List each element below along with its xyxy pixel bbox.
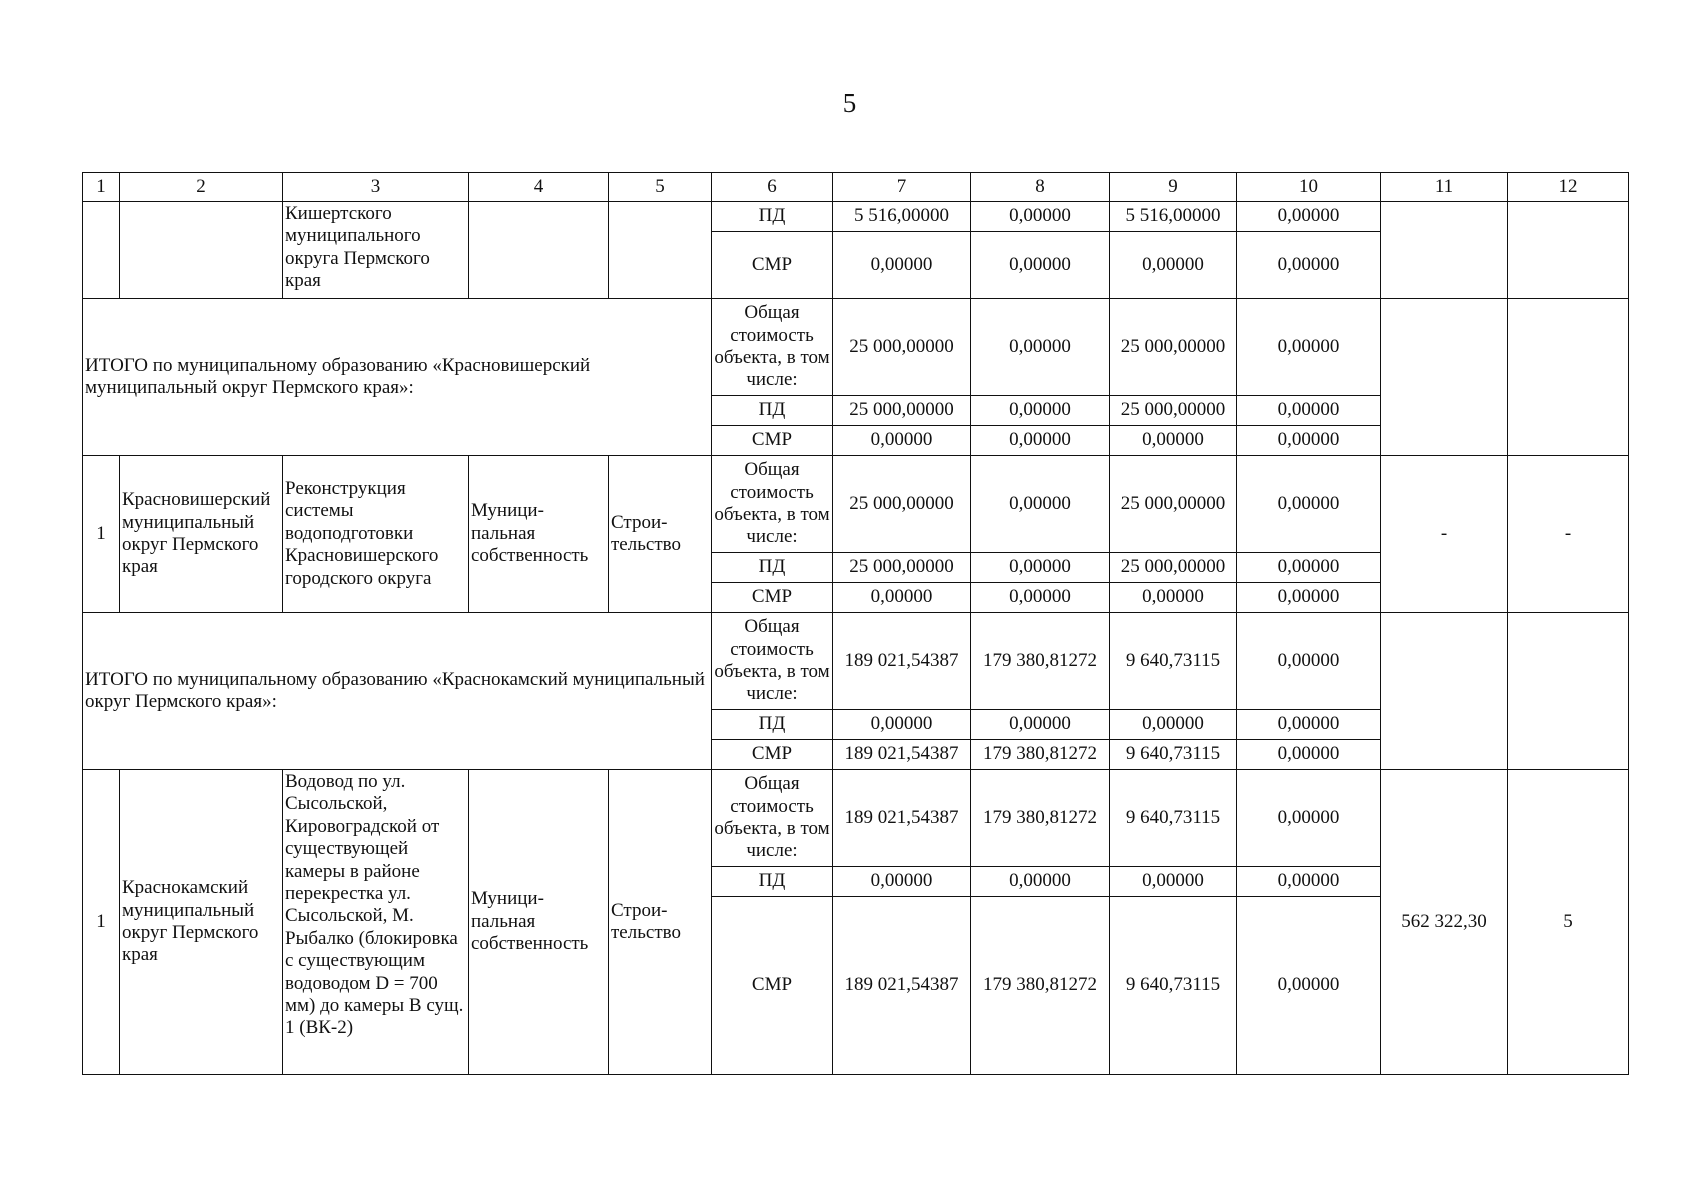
col11-cell: -: [1381, 456, 1508, 613]
table-row: [83, 770, 1629, 867]
value-cell: 0,00000: [1110, 426, 1237, 456]
work-type-cell: [609, 202, 712, 299]
value-cell: 25 000,00000: [833, 553, 971, 583]
value-cell: 0,00000: [833, 232, 971, 299]
header-cell: 7: [833, 173, 971, 202]
col11-cell: [1381, 299, 1508, 456]
value-cell: 9 640,73115: [1110, 740, 1237, 770]
value-cell: 0,00000: [1237, 897, 1381, 1075]
header-cell: 12: [1508, 173, 1629, 202]
header-cell: 1: [83, 173, 120, 202]
value-cell: 0,00000: [1237, 613, 1381, 710]
row-label-total: Общая стоимость объекта, в том числе:: [712, 299, 833, 396]
row-label-pd: ПД: [712, 867, 833, 897]
value-cell: 25 000,00000: [1110, 553, 1237, 583]
value-cell: 0,00000: [1237, 232, 1381, 299]
col12-cell: 5: [1508, 770, 1629, 1075]
row-label-total: Общая стоимость объекта, в том числе:: [712, 613, 833, 710]
value-cell: 189 021,54387: [833, 613, 971, 710]
value-cell: 5 516,00000: [833, 202, 971, 232]
row-label-smr: СМР: [712, 740, 833, 770]
header-cell: 4: [469, 173, 609, 202]
row-label-smr: СМР: [712, 583, 833, 613]
col11-cell: [1381, 202, 1508, 299]
value-cell: 189 021,54387: [833, 770, 971, 867]
value-cell: 0,00000: [1237, 770, 1381, 867]
header-cell: 9: [1110, 173, 1237, 202]
value-cell: 0,00000: [1237, 426, 1381, 456]
row-label-pd: ПД: [712, 396, 833, 426]
header-cell: 5: [609, 173, 712, 202]
value-cell: 0,00000: [1237, 202, 1381, 232]
header-cell: 3: [283, 173, 469, 202]
ownership-cell: [469, 202, 609, 299]
page-number: 5: [842, 88, 857, 118]
row-label-smr: СМР: [712, 232, 833, 299]
col11-cell: 562 322,30: [1381, 770, 1508, 1075]
value-cell: 25 000,00000: [1110, 299, 1237, 396]
value-cell: 0,00000: [971, 426, 1110, 456]
value-cell: 0,00000: [1237, 299, 1381, 396]
object-cell: Реконструкция системы водоподготовки Красновишерского городского округа: [283, 456, 469, 613]
value-cell: 9 640,73115: [1110, 770, 1237, 867]
value-cell: 0,00000: [971, 202, 1110, 232]
value-cell: 0,00000: [1110, 583, 1237, 613]
col12-cell: [1508, 299, 1629, 456]
header-row: [83, 173, 1629, 202]
num-cell: [83, 202, 120, 299]
value-cell: 0,00000: [1110, 867, 1237, 897]
value-cell: 0,00000: [971, 396, 1110, 426]
value-cell: 9 640,73115: [1110, 613, 1237, 710]
value-cell: 0,00000: [971, 553, 1110, 583]
value-cell: 25 000,00000: [833, 456, 971, 553]
value-cell: 5 516,00000: [1110, 202, 1237, 232]
row-label-total: Общая стоимость объекта, в том числе:: [712, 456, 833, 553]
value-cell: 0,00000: [833, 583, 971, 613]
value-cell: 0,00000: [971, 456, 1110, 553]
value-cell: 0,00000: [1110, 710, 1237, 740]
value-cell: 0,00000: [1110, 232, 1237, 299]
value-cell: 0,00000: [833, 867, 971, 897]
value-cell: 0,00000: [1237, 710, 1381, 740]
header-cell: 6: [712, 173, 833, 202]
row-label-smr: СМР: [712, 897, 833, 1075]
value-cell: 0,00000: [1237, 867, 1381, 897]
value-cell: 0,00000: [971, 232, 1110, 299]
value-cell: 25 000,00000: [1110, 396, 1237, 426]
work-type-cell: Строи-тельство: [609, 456, 712, 613]
value-cell: 189 021,54387: [833, 740, 971, 770]
col12-cell: [1508, 613, 1629, 770]
num-cell: 1: [83, 456, 120, 613]
value-cell: 0,00000: [971, 867, 1110, 897]
row-label-pd: ПД: [712, 202, 833, 232]
value-cell: 0,00000: [1237, 740, 1381, 770]
row-label-total: Общая стоимость объекта, в том числе:: [712, 770, 833, 867]
object-cell: Водовод по ул. Сысольской, Кировоградской от существующей камеры в районе перекрестка ул. Сысольской, М. Рыбалко (блокировка с существующим водоводом D = 700 мм) до камеры В сущ. 1 (ВК-2): [283, 770, 469, 1075]
ownership-cell: Муници-пальная собственность: [469, 456, 609, 613]
header-cell: 8: [971, 173, 1110, 202]
value-cell: 189 021,54387: [833, 897, 971, 1075]
work-type-cell: Строи-тельство: [609, 770, 712, 1075]
value-cell: 179 380,81272: [971, 770, 1110, 867]
header-cell: 2: [120, 173, 283, 202]
ownership-cell: Муници-пальная собственность: [469, 770, 609, 1075]
investment-table: [82, 172, 1629, 1075]
num-cell: 1: [83, 770, 120, 1075]
object-cell: Кишертского муниципального округа Пермского края: [283, 202, 469, 299]
value-cell: 179 380,81272: [971, 740, 1110, 770]
col11-cell: [1381, 613, 1508, 770]
value-cell: 25 000,00000: [833, 396, 971, 426]
itogo-label: ИТОГО по муниципальному образованию «Красновишерский муниципальный округ Пермского края»:: [83, 299, 712, 456]
value-cell: 0,00000: [833, 710, 971, 740]
municipality-cell: [120, 202, 283, 299]
value-cell: 179 380,81272: [971, 897, 1110, 1075]
value-cell: 0,00000: [971, 583, 1110, 613]
value-cell: 0,00000: [1237, 396, 1381, 426]
value-cell: 179 380,81272: [971, 613, 1110, 710]
table-row: [83, 456, 1629, 553]
row-label-smr: СМР: [712, 426, 833, 456]
itogo-label: ИТОГО по муниципальному образованию «Краснокамский муниципальный округ Пермского края»:: [83, 613, 712, 770]
value-cell: 0,00000: [1237, 583, 1381, 613]
municipality-cell: Красновишерский муниципальный округ Пермского края: [120, 456, 283, 613]
value-cell: 0,00000: [833, 426, 971, 456]
header-cell: 10: [1237, 173, 1381, 202]
municipality-cell: Краснокамский муниципальный округ Пермского края: [120, 770, 283, 1075]
value-cell: 0,00000: [1237, 553, 1381, 583]
value-cell: 0,00000: [1237, 456, 1381, 553]
value-cell: 0,00000: [971, 299, 1110, 396]
value-cell: 9 640,73115: [1110, 897, 1237, 1075]
col12-cell: [1508, 202, 1629, 299]
value-cell: 25 000,00000: [833, 299, 971, 396]
table-row: [83, 202, 1629, 232]
header-cell: 11: [1381, 173, 1508, 202]
value-cell: 25 000,00000: [1110, 456, 1237, 553]
row-label-pd: ПД: [712, 553, 833, 583]
table-row: [83, 299, 1629, 396]
table-row: [83, 613, 1629, 710]
col12-cell: -: [1508, 456, 1629, 613]
value-cell: 0,00000: [971, 710, 1110, 740]
row-label-pd: ПД: [712, 710, 833, 740]
